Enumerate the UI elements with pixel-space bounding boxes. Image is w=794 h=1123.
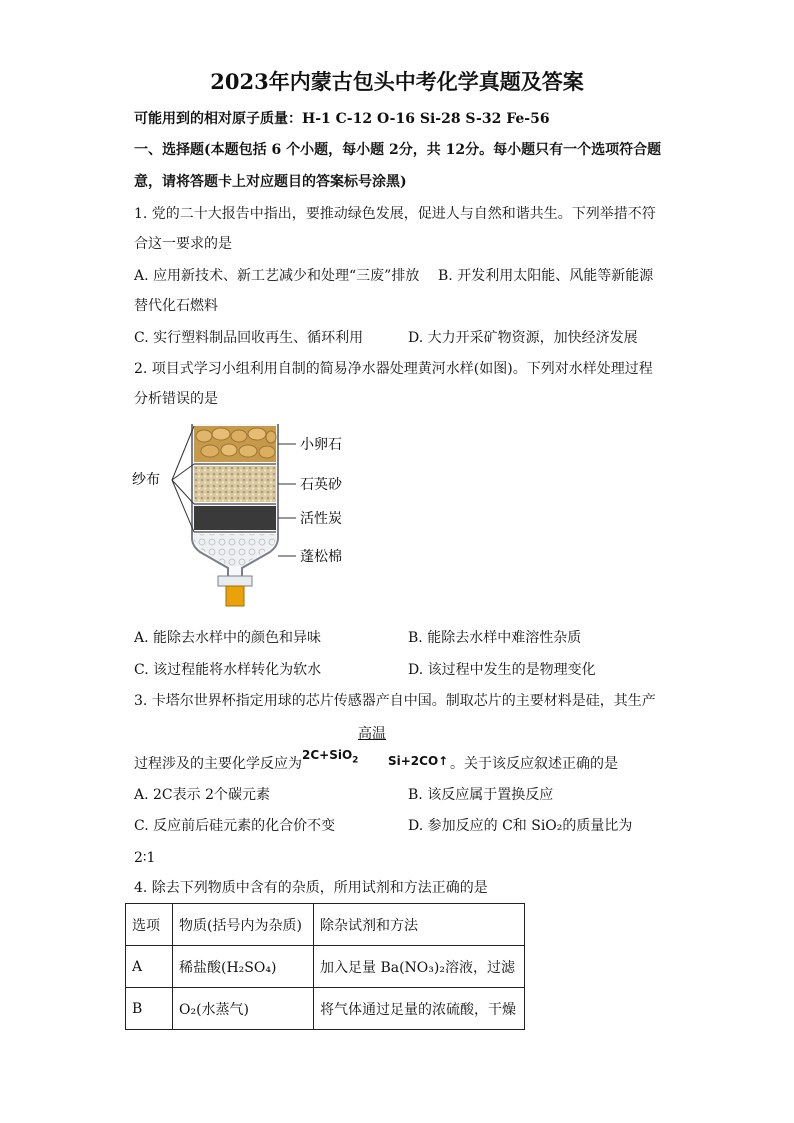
eq-left-sub: 2 [352,755,359,766]
purifier-tube [192,424,278,606]
q3-option-d-cont: 2∶1 [134,850,156,866]
document-title: 2023年内蒙古包头中考化学真题及答案 [210,69,584,94]
header-substance: 物质(括号内为杂质) [173,904,314,946]
quartz-sand-layer [194,466,276,502]
outlet-nozzle [226,586,244,606]
cell-substance: O₂(水蒸气) [173,988,314,1030]
q3-stem-line2-prefix: 过程涉及的主要化学反应为 [134,756,302,772]
cell-method: 将气体通过足量的浓硫酸，干燥 [314,988,525,1030]
header-option: 选项 [126,904,173,946]
header-method: 除杂试剂和方法 [314,904,525,946]
label-quartz-sand: 石英砂 [300,477,342,493]
q1-option-d: D. 大力开采矿物资源，加快经济发展 [408,330,638,346]
cell-substance: 稀盐酸(H₂SO₄) [173,946,314,988]
label-activated-carbon: 活性炭 [300,511,342,527]
q2-stem-line1: 2. 项目式学习小组利用自制的简易净水器处理黄河水样(如图)。下列对水样处理过程 [134,361,653,377]
label-gauze: 纱布 [132,472,160,488]
q1-stem-line1: 1. 党的二十大报告中指出，要推动绿色发展，促进人与自然和谐共生。下列举措不符 [134,206,656,222]
q3-option-a: A. 2C表示 2个碳元素 [134,787,270,803]
q3-equation-reactants [302,748,358,765]
activated-carbon-layer [194,506,276,530]
q1-option-c: C. 实行塑料制品回收再生、循环利用 [134,330,364,346]
q2-option-d: D. 该过程中发生的是物理变化 [408,662,596,678]
q3-equation-products: Si+2CO↑ [388,754,449,768]
cotton-layer [194,534,276,566]
label-pebbles: 小卵石 [300,437,342,453]
q2-option-a: A. 能除去水样中的颜色和异味 [134,630,322,646]
q3-stem-line1: 3. 卡塔尔世界杯指定用球的芯片传感器产自中国。制取芯片的主要材料是硅，其生产 [134,693,656,709]
label-cotton: 蓬松棉 [300,549,342,565]
q3-option-c: C. 反应前后硅元素的化合价不变 [134,818,336,834]
q4-stem: 4. 除去下列物质中含有的杂质，所用试剂和方法正确的是 [134,880,488,896]
water-purifier-figure [128,418,368,614]
q2-option-c: C. 该过程能将水样转化为软水 [134,662,322,678]
table-header-row [126,904,525,946]
eq-left: 2C+SiO [302,748,353,762]
q1-option-b: B. 开发利用太阳能、风能等新能源 [438,268,654,284]
section-header-line1: 一、选择题(本题包括 6 个小题，每小题 2分，共 12分。每小题只有一个选项符合题 [134,142,662,158]
q1-stem-line2: 合这一要求的是 [134,236,232,252]
q3-option-d: D. 参加反应的 C和 SiO₂的质量比为 [408,818,633,834]
q3-reaction-condition: 高温 [358,726,386,742]
table-row [126,988,525,1030]
cell-option: B [126,988,173,1030]
outlet-cap [218,576,252,586]
section-header-line2: 意，请将答题卡上对应题目的答案标号涂黑) [134,174,407,190]
q4-table [125,903,525,1030]
q3-option-b: B. 该反应属于置换反应 [408,787,554,803]
table-row [126,946,525,988]
atomic-masses-note: 可能用到的相对原子质量：H-1 C-12 O-16 Si-28 S-32 Fe-56 [134,111,550,127]
cell-method: 加入足量 Ba(NO₃)₂溶液，过滤 [314,946,525,988]
q1-option-a: A. 应用新技术、新工艺减少和处理“三废”排放 [134,268,420,284]
q2-stem-line2: 分析错误的是 [134,391,218,407]
q2-option-b: B. 能除去水样中难溶性杂质 [408,630,582,646]
q3-stem-line2-suffix: 。关于该反应叙述正确的是 [450,756,618,772]
q1-option-b-cont: 替代化石燃料 [134,298,218,314]
cell-option: A [126,946,173,988]
